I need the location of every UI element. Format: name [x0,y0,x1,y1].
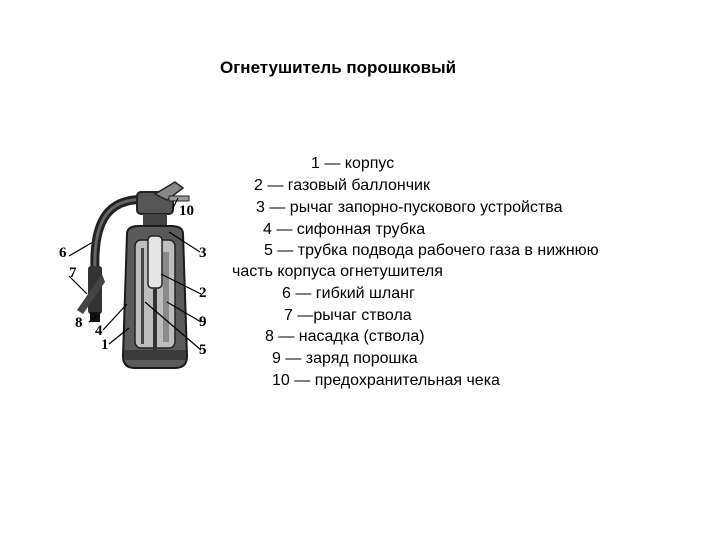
callout-7: 7 [69,265,77,281]
legend-item-10: 10 — предохранительная чека [272,372,500,389]
legend-item-7: 7 —рычаг ствола [284,307,412,324]
callout-1: 1 [101,337,109,353]
legend-item-3: 3 — рычаг запорно-пускового устройства [256,199,563,216]
powder-charge-shape [163,252,169,342]
legend-item-9: 9 — заряд порошка [272,350,418,367]
legend-item-1: 1 — корпус [311,155,395,172]
callout-5: 5 [199,342,207,358]
legend-item-5-continued: часть корпуса огнетушителя [232,263,443,280]
callout-4: 4 [95,323,103,339]
diagram-title: Огнетушитель порошковый [220,58,457,77]
callout-10: 10 [179,203,194,219]
callout-6: 6 [59,245,67,261]
legend-item-2: 2 — газовый баллончик [254,177,430,194]
extinguisher-diagram [55,178,225,378]
safety-pin-shape [169,196,189,201]
callout-8: 8 [75,315,83,331]
callout-3: 3 [199,245,207,261]
callout-9: 9 [199,314,207,330]
callout-2: 2 [199,285,207,301]
legend-item-8: 8 — насадка (ствола) [265,328,425,345]
legend-item-6: 6 — гибкий шланг [282,285,415,302]
gas-cartridge-shape [148,236,162,288]
base-band-shape [124,350,186,360]
legend-item-5: 5 — трубка подвода рабочего газа в нижнюю [264,242,599,259]
legend-item-4: 4 — сифонная трубка [263,221,426,238]
siphon-tube-shape [153,288,157,350]
gas-tube-shape [141,248,144,344]
